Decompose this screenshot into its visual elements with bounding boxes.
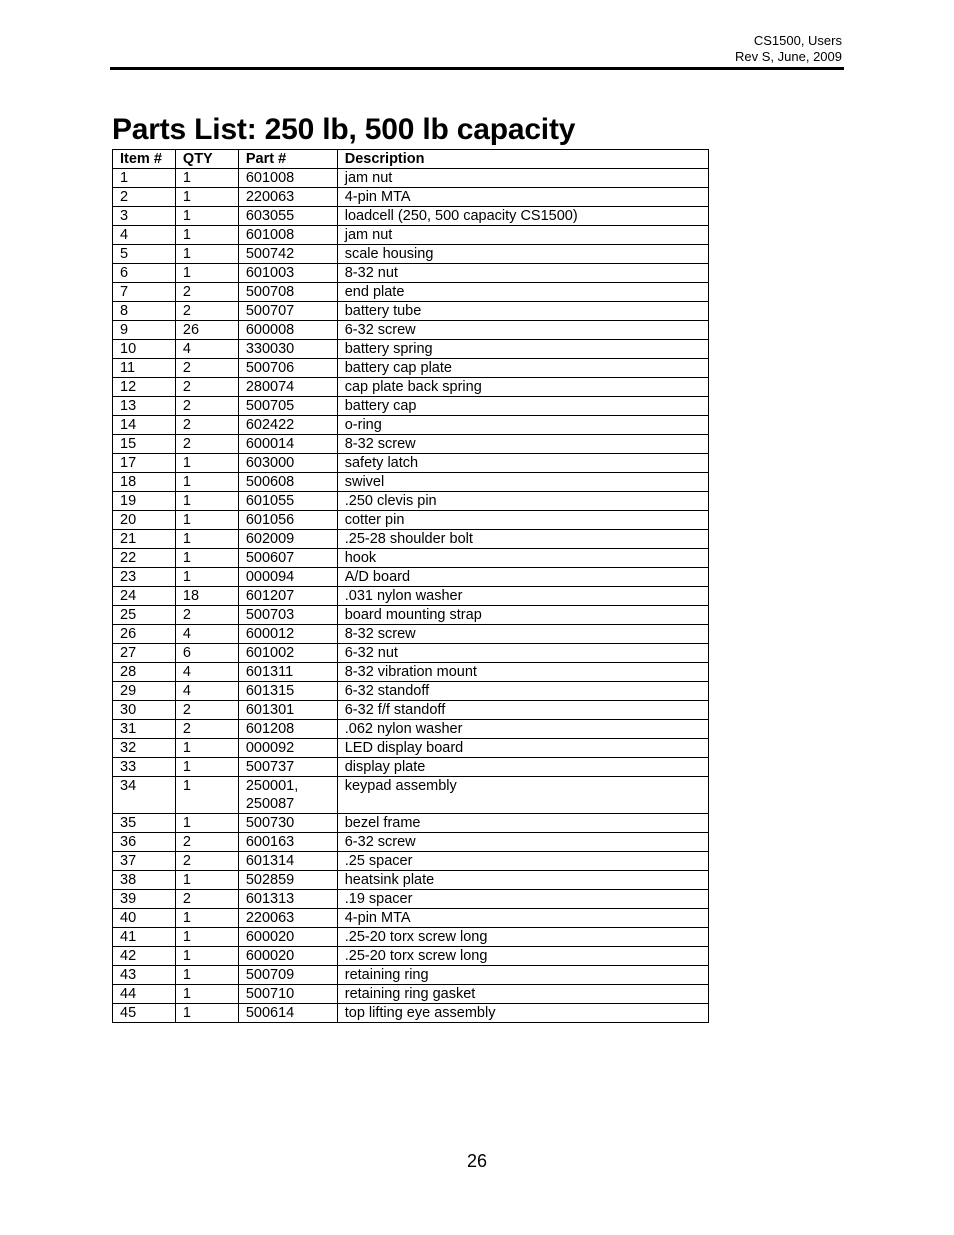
description-cell: 6-32 f/f standoff <box>337 701 708 720</box>
table-row <box>113 985 709 1004</box>
item-number-cell: 25 <box>113 606 176 625</box>
description-cell: battery cap <box>337 397 708 416</box>
part-number-cell: 601056 <box>238 511 337 530</box>
qty-cell: 1 <box>175 814 238 833</box>
item-number-cell: 36 <box>113 833 176 852</box>
description-cell: 6-32 screw <box>337 321 708 340</box>
item-number-cell: 32 <box>113 739 176 758</box>
table-row <box>113 283 709 302</box>
description-cell: jam nut <box>337 226 708 245</box>
qty-cell: 1 <box>175 169 238 188</box>
qty-cell: 26 <box>175 321 238 340</box>
qty-cell: 2 <box>175 378 238 397</box>
description-cell: .19 spacer <box>337 890 708 909</box>
description-cell: 6-32 standoff <box>337 682 708 701</box>
table-row <box>113 302 709 321</box>
header-line-1: CS1500, Users <box>753 33 842 48</box>
qty-cell: 2 <box>175 852 238 871</box>
table-row <box>113 378 709 397</box>
table-row <box>113 587 709 606</box>
part-number-cell: 500607 <box>238 549 337 568</box>
item-number-cell: 42 <box>113 947 176 966</box>
table-row <box>113 1004 709 1023</box>
part-number-cell: 601301 <box>238 701 337 720</box>
part-number-cell: 600008 <box>238 321 337 340</box>
table-row <box>113 473 709 492</box>
part-number-cell: 601055 <box>238 492 337 511</box>
table-row <box>113 871 709 890</box>
description-cell: swivel <box>337 473 708 492</box>
description-cell: o-ring <box>337 416 708 435</box>
item-number-cell: 34 <box>113 777 176 814</box>
table-row <box>113 511 709 530</box>
item-number-cell: 19 <box>113 492 176 511</box>
part-number-cell: 220063 <box>238 909 337 928</box>
table-row <box>113 492 709 511</box>
table-row <box>113 890 709 909</box>
item-number-cell: 35 <box>113 814 176 833</box>
description-cell: heatsink plate <box>337 871 708 890</box>
column-header-qty: QTY <box>175 150 238 169</box>
part-number-cell: 603055 <box>238 207 337 226</box>
description-cell: battery cap plate <box>337 359 708 378</box>
part-number-cell: 600012 <box>238 625 337 644</box>
table-row <box>113 625 709 644</box>
table-row <box>113 568 709 587</box>
qty-cell: 2 <box>175 416 238 435</box>
table-row <box>113 739 709 758</box>
part-number-cell: 601002 <box>238 644 337 663</box>
item-number-cell: 8 <box>113 302 176 321</box>
item-number-cell: 41 <box>113 928 176 947</box>
part-number-cell: 600020 <box>238 947 337 966</box>
description-cell: 8-32 vibration mount <box>337 663 708 682</box>
qty-cell: 1 <box>175 928 238 947</box>
part-number-cell: 500614 <box>238 1004 337 1023</box>
qty-cell: 2 <box>175 606 238 625</box>
table-row <box>113 454 709 473</box>
qty-cell: 18 <box>175 587 238 606</box>
item-number-cell: 10 <box>113 340 176 359</box>
part-number-cell: 500703 <box>238 606 337 625</box>
qty-cell: 1 <box>175 226 238 245</box>
table-row <box>113 758 709 777</box>
description-cell: scale housing <box>337 245 708 264</box>
table-row <box>113 264 709 283</box>
description-cell: LED display board <box>337 739 708 758</box>
part-number-cell: 601008 <box>238 226 337 245</box>
item-number-cell: 40 <box>113 909 176 928</box>
item-number-cell: 4 <box>113 226 176 245</box>
column-header-description: Description <box>337 150 708 169</box>
table-row <box>113 928 709 947</box>
column-header-item: Item # <box>113 150 176 169</box>
qty-cell: 1 <box>175 207 238 226</box>
qty-cell: 1 <box>175 245 238 264</box>
description-cell: hook <box>337 549 708 568</box>
description-cell: battery spring <box>337 340 708 359</box>
document-header <box>735 33 842 65</box>
table-row <box>113 701 709 720</box>
item-number-cell: 20 <box>113 511 176 530</box>
item-number-cell: 13 <box>113 397 176 416</box>
part-number-cell: 000094 <box>238 568 337 587</box>
part-number-cell: 602009 <box>238 530 337 549</box>
part-number-cell: 500708 <box>238 283 337 302</box>
part-number-cell: 500707 <box>238 302 337 321</box>
qty-cell: 1 <box>175 492 238 511</box>
item-number-cell: 15 <box>113 435 176 454</box>
description-cell: loadcell (250, 500 capacity CS1500) <box>337 207 708 226</box>
table-row <box>113 814 709 833</box>
part-number-cell: 500710 <box>238 985 337 1004</box>
description-cell: .25-20 torx screw long <box>337 947 708 966</box>
qty-cell: 2 <box>175 435 238 454</box>
part-number-cell: 601003 <box>238 264 337 283</box>
table-row <box>113 416 709 435</box>
item-number-cell: 6 <box>113 264 176 283</box>
qty-cell: 2 <box>175 302 238 321</box>
item-number-cell: 7 <box>113 283 176 302</box>
qty-cell: 1 <box>175 568 238 587</box>
table-row <box>113 169 709 188</box>
description-cell: bezel frame <box>337 814 708 833</box>
part-number-cell: 601207 <box>238 587 337 606</box>
part-number-cell: 601008 <box>238 169 337 188</box>
part-number-cell: 600014 <box>238 435 337 454</box>
description-cell: 6-32 nut <box>337 644 708 663</box>
item-number-cell: 9 <box>113 321 176 340</box>
item-number-cell: 3 <box>113 207 176 226</box>
description-cell: safety latch <box>337 454 708 473</box>
part-number-cell: 500730 <box>238 814 337 833</box>
qty-cell: 2 <box>175 283 238 302</box>
table-row <box>113 663 709 682</box>
part-number-cell: 500737 <box>238 758 337 777</box>
part-number-cell: 601315 <box>238 682 337 701</box>
item-number-cell: 30 <box>113 701 176 720</box>
table-row <box>113 947 709 966</box>
part-number-cell: 601313 <box>238 890 337 909</box>
column-header-part: Part # <box>238 150 337 169</box>
qty-cell: 1 <box>175 777 238 814</box>
item-number-cell: 27 <box>113 644 176 663</box>
qty-cell: 4 <box>175 340 238 359</box>
description-cell: end plate <box>337 283 708 302</box>
qty-cell: 2 <box>175 359 238 378</box>
table-header-row <box>113 150 709 169</box>
part-number-cell: 330030 <box>238 340 337 359</box>
qty-cell: 4 <box>175 682 238 701</box>
description-cell: A/D board <box>337 568 708 587</box>
qty-cell: 6 <box>175 644 238 663</box>
page-number: 26 <box>466 1151 488 1171</box>
qty-cell: 1 <box>175 1004 238 1023</box>
description-cell: .25 spacer <box>337 852 708 871</box>
part-number-cell: 500709 <box>238 966 337 985</box>
description-cell: 4-pin MTA <box>337 909 708 928</box>
part-number-cell: 500608 <box>238 473 337 492</box>
item-number-cell: 29 <box>113 682 176 701</box>
qty-cell: 4 <box>175 625 238 644</box>
description-cell: 8-32 screw <box>337 435 708 454</box>
part-number-cell: 502859 <box>238 871 337 890</box>
item-number-cell: 11 <box>113 359 176 378</box>
description-cell: 6-32 screw <box>337 833 708 852</box>
table-row <box>113 245 709 264</box>
part-number-cell: 220063 <box>238 188 337 207</box>
description-cell: 4-pin MTA <box>337 188 708 207</box>
table-row <box>113 777 709 814</box>
table-row <box>113 852 709 871</box>
part-number-cell: 500742 <box>238 245 337 264</box>
description-cell: jam nut <box>337 169 708 188</box>
part-number-cell: 601314 <box>238 852 337 871</box>
qty-cell: 2 <box>175 701 238 720</box>
qty-cell: 1 <box>175 739 238 758</box>
description-cell: battery tube <box>337 302 708 321</box>
qty-cell: 1 <box>175 530 238 549</box>
qty-cell: 1 <box>175 473 238 492</box>
item-number-cell: 37 <box>113 852 176 871</box>
table-row <box>113 606 709 625</box>
item-number-cell: 43 <box>113 966 176 985</box>
qty-cell: 2 <box>175 720 238 739</box>
table-row <box>113 682 709 701</box>
qty-cell: 4 <box>175 663 238 682</box>
qty-cell: 2 <box>175 890 238 909</box>
table-row <box>113 549 709 568</box>
item-number-cell: 44 <box>113 985 176 1004</box>
table-row <box>113 833 709 852</box>
item-number-cell: 28 <box>113 663 176 682</box>
item-number-cell: 18 <box>113 473 176 492</box>
table-row <box>113 530 709 549</box>
description-cell: top lifting eye assembly <box>337 1004 708 1023</box>
item-number-cell: 12 <box>113 378 176 397</box>
qty-cell: 1 <box>175 871 238 890</box>
description-cell: cotter pin <box>337 511 708 530</box>
description-cell: retaining ring gasket <box>337 985 708 1004</box>
part-number-cell: 600163 <box>238 833 337 852</box>
qty-cell: 1 <box>175 966 238 985</box>
item-number-cell: 26 <box>113 625 176 644</box>
part-number-cell: 500705 <box>238 397 337 416</box>
description-cell: .25-28 shoulder bolt <box>337 530 708 549</box>
item-number-cell: 31 <box>113 720 176 739</box>
qty-cell: 1 <box>175 909 238 928</box>
table-row <box>113 226 709 245</box>
description-cell: .062 nylon washer <box>337 720 708 739</box>
description-cell: cap plate back spring <box>337 378 708 397</box>
part-number-cell: 601311 <box>238 663 337 682</box>
description-cell: retaining ring <box>337 966 708 985</box>
parts-table-body <box>113 169 709 1023</box>
item-number-cell: 23 <box>113 568 176 587</box>
table-row <box>113 397 709 416</box>
qty-cell: 1 <box>175 985 238 1004</box>
page-title: Parts List: 250 lb, 500 lb capacity <box>112 113 576 146</box>
item-number-cell: 1 <box>113 169 176 188</box>
description-cell: board mounting strap <box>337 606 708 625</box>
qty-cell: 1 <box>175 549 238 568</box>
qty-cell: 2 <box>175 397 238 416</box>
description-cell: keypad assembly <box>337 777 708 814</box>
item-number-cell: 22 <box>113 549 176 568</box>
header-line-2: Rev S, June, 2009 <box>735 49 842 64</box>
part-number-cell: 000092 <box>238 739 337 758</box>
description-cell: 8-32 nut <box>337 264 708 283</box>
table-row <box>113 966 709 985</box>
part-number-cell: 500706 <box>238 359 337 378</box>
table-row <box>113 188 709 207</box>
item-number-cell: 45 <box>113 1004 176 1023</box>
part-number-cell: 603000 <box>238 454 337 473</box>
table-row <box>113 340 709 359</box>
parts-table <box>112 149 709 1023</box>
table-row <box>113 321 709 340</box>
description-cell: .250 clevis pin <box>337 492 708 511</box>
description-cell: 8-32 screw <box>337 625 708 644</box>
description-cell: display plate <box>337 758 708 777</box>
table-row <box>113 359 709 378</box>
part-number-cell: 280074 <box>238 378 337 397</box>
qty-cell: 1 <box>175 758 238 777</box>
description-cell: .031 nylon washer <box>337 587 708 606</box>
part-number-cell: 602422 <box>238 416 337 435</box>
part-number-cell: 600020 <box>238 928 337 947</box>
item-number-cell: 21 <box>113 530 176 549</box>
table-row <box>113 909 709 928</box>
part-number-cell: 601208 <box>238 720 337 739</box>
item-number-cell: 33 <box>113 758 176 777</box>
item-number-cell: 2 <box>113 188 176 207</box>
item-number-cell: 38 <box>113 871 176 890</box>
description-cell: .25-20 torx screw long <box>337 928 708 947</box>
header-rule <box>110 67 844 70</box>
table-row <box>113 720 709 739</box>
qty-cell: 1 <box>175 264 238 283</box>
table-row <box>113 644 709 663</box>
qty-cell: 1 <box>175 188 238 207</box>
part-number-cell: 250001, 250087 <box>238 777 337 814</box>
item-number-cell: 14 <box>113 416 176 435</box>
table-row <box>113 207 709 226</box>
item-number-cell: 39 <box>113 890 176 909</box>
qty-cell: 2 <box>175 833 238 852</box>
item-number-cell: 24 <box>113 587 176 606</box>
qty-cell: 1 <box>175 454 238 473</box>
item-number-cell: 5 <box>113 245 176 264</box>
qty-cell: 1 <box>175 511 238 530</box>
table-row <box>113 435 709 454</box>
qty-cell: 1 <box>175 947 238 966</box>
item-number-cell: 17 <box>113 454 176 473</box>
